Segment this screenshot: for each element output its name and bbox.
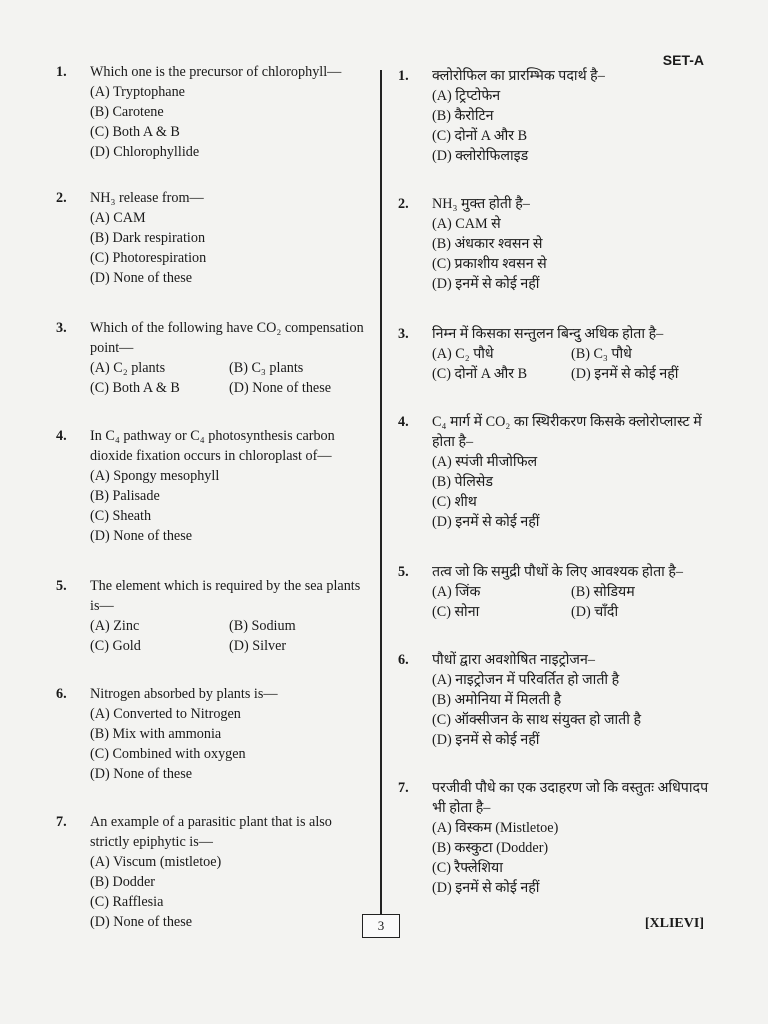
question-hi-4 (398, 412, 710, 532)
option-a: (A) CAM (90, 210, 146, 226)
option-c: (C) प्रकाशीय श्वसन से (432, 256, 547, 272)
question-number: 5. (56, 578, 67, 594)
option-a: (A) स्पंजी मीजोफिल (432, 454, 538, 470)
question-en-3 (56, 318, 368, 398)
question-text: परजीवी पौधे का एक उदाहरण जो कि वस्तुतः अधिपादप भी होता है– (432, 780, 709, 816)
option-b: (B) अमोनिया में मिलती है (432, 692, 562, 708)
english-column (56, 62, 368, 932)
question-text: In C₄ pathway or C₄ photosynthesis carbon dioxide fixation occurs in chloroplast of— (90, 428, 335, 464)
option-b: (B) C₃ plants (229, 360, 304, 376)
question-text: पौधों द्वारा अवशोषित नाइट्रोजन– (432, 652, 595, 668)
question-text: Which one is the precursor of chlorophyll— (90, 64, 342, 80)
option-d: (D) None of these (229, 380, 332, 396)
question-number: 3. (398, 326, 409, 342)
question-en-4 (56, 426, 368, 546)
question-number: 2. (56, 190, 67, 206)
question-en-2 (56, 188, 368, 288)
question-hi-1 (398, 66, 710, 166)
option-d: (D) इनमें से कोई नहीं (432, 514, 540, 530)
option-d: (D) None of these (90, 270, 193, 286)
option-a: (A) विस्कम (Mistletoe) (432, 820, 559, 836)
question-hi-6 (398, 650, 710, 750)
paper-code: [XLIEVI] (644, 916, 704, 931)
option-b: (B) Carotene (90, 104, 164, 120)
option-c: (C) Sheath (90, 508, 152, 524)
question-number: 1. (56, 64, 67, 80)
option-d: (D) None of these (90, 914, 193, 930)
option-c: (C) दोनों A और B (432, 128, 528, 144)
question-number: 3. (56, 320, 67, 336)
question-number: 5. (398, 564, 409, 580)
question-hi-3 (398, 324, 710, 384)
option-a: (A) Tryptophane (90, 84, 185, 100)
option-b: (B) अंधकार श्वसन से (432, 236, 543, 252)
question-hi-7 (398, 778, 710, 898)
option-a: (A) C₂ पौधे (432, 346, 494, 362)
option-c: (C) Combined with oxygen (90, 746, 246, 762)
option-b: (B) कैरोटिन (432, 108, 494, 124)
page-number: 3 (362, 914, 400, 938)
question-text: An example of a parasitic plant that is also strictly epiphytic is— (90, 814, 332, 850)
option-a: (A) Converted to Nitrogen (90, 706, 241, 722)
option-c: (C) Gold (90, 638, 141, 654)
question-en-7 (56, 812, 368, 932)
option-b: (B) Mix with ammonia (90, 726, 222, 742)
question-number: 6. (56, 686, 67, 702)
question-text: Which of the following have CO₂ compensation point— (90, 320, 364, 356)
set-label: SET-A (662, 52, 704, 68)
option-b: (B) C₃ पौधे (571, 346, 632, 362)
option-d: (D) इनमें से कोई नहीं (571, 366, 679, 382)
option-d: (D) Silver (229, 638, 287, 654)
question-number: 4. (398, 414, 409, 430)
option-c: (C) Photorespiration (90, 250, 207, 266)
option-a: (A) जिंक (432, 584, 481, 600)
option-a: (A) नाइट्रोजन में परिवर्तित हो जाती है (432, 672, 620, 688)
question-text: The element which is required by the sea plants is— (90, 578, 361, 614)
question-hi-5 (398, 562, 710, 622)
option-b: (B) Dark respiration (90, 230, 206, 246)
question-text: तत्व जो कि समुद्री पौधों के लिए आवश्यक होता है– (432, 564, 684, 580)
option-c: (C) Both A & B (90, 380, 180, 396)
option-c: (C) ऑक्सीजन के साथ संयुक्त हो जाती है (432, 712, 642, 728)
hindi-column (398, 62, 710, 898)
question-number: 7. (56, 814, 67, 830)
question-hi-2 (398, 194, 710, 294)
column-divider (380, 70, 382, 920)
option-a: (A) Zinc (90, 618, 140, 634)
option-b: (B) सोडियम (571, 584, 635, 600)
question-text: निम्न में किसका सन्तुलन बिन्दु अधिक होता है– (432, 326, 664, 342)
option-c: (C) शीथ (432, 494, 477, 510)
option-b: (B) पेलिसेड (432, 474, 493, 490)
option-d: (D) इनमें से कोई नहीं (432, 880, 540, 896)
option-b: (B) कस्कुटा (Dodder) (432, 840, 549, 856)
option-a: (A) Viscum (mistletoe) (90, 854, 222, 870)
option-c: (C) सोना (432, 604, 480, 620)
option-b: (B) Dodder (90, 874, 156, 890)
question-text: C₄ मार्ग में CO₂ का स्थिरीकरण किसके क्लोरोप्लास्ट में होता है– (432, 414, 702, 450)
option-d: (D) इनमें से कोई नहीं (432, 276, 540, 292)
option-d: (D) Chlorophyllide (90, 144, 200, 160)
question-number: 4. (56, 428, 67, 444)
question-text: NH₃ release from— (90, 190, 204, 206)
option-a: (A) Spongy mesophyll (90, 468, 220, 484)
question-en-1 (56, 62, 368, 162)
option-a: (A) CAM से (432, 216, 501, 232)
option-c: (C) रैफ्लेशिया (432, 860, 503, 876)
option-c: (C) Rafflesia (90, 894, 164, 910)
option-c: (C) दोनों A और B (432, 366, 528, 382)
question-number: 7. (398, 780, 409, 796)
option-d: (D) None of these (90, 528, 193, 544)
question-number: 1. (398, 68, 409, 84)
option-c: (C) Both A & B (90, 124, 180, 140)
question-text: NH₃ मुक्त होती है– (432, 196, 530, 212)
option-d: (D) क्लोरोफिलाइड (432, 148, 529, 164)
question-number: 6. (398, 652, 409, 668)
question-text: क्लोरोफिल का प्रारम्भिक पदार्थ है– (432, 68, 605, 84)
option-d: (D) इनमें से कोई नहीं (432, 732, 540, 748)
question-en-5 (56, 576, 368, 656)
question-en-6 (56, 684, 368, 784)
question-number: 2. (398, 196, 409, 212)
option-a: (A) ट्रिप्टोफेन (432, 88, 501, 104)
option-d: (D) None of these (90, 766, 193, 782)
question-text: Nitrogen absorbed by plants is— (90, 686, 278, 702)
option-b: (B) Sodium (229, 618, 296, 634)
option-a: (A) C₂ plants (90, 360, 166, 376)
option-b: (B) Palisade (90, 488, 160, 504)
option-d: (D) चाँदी (571, 604, 619, 620)
